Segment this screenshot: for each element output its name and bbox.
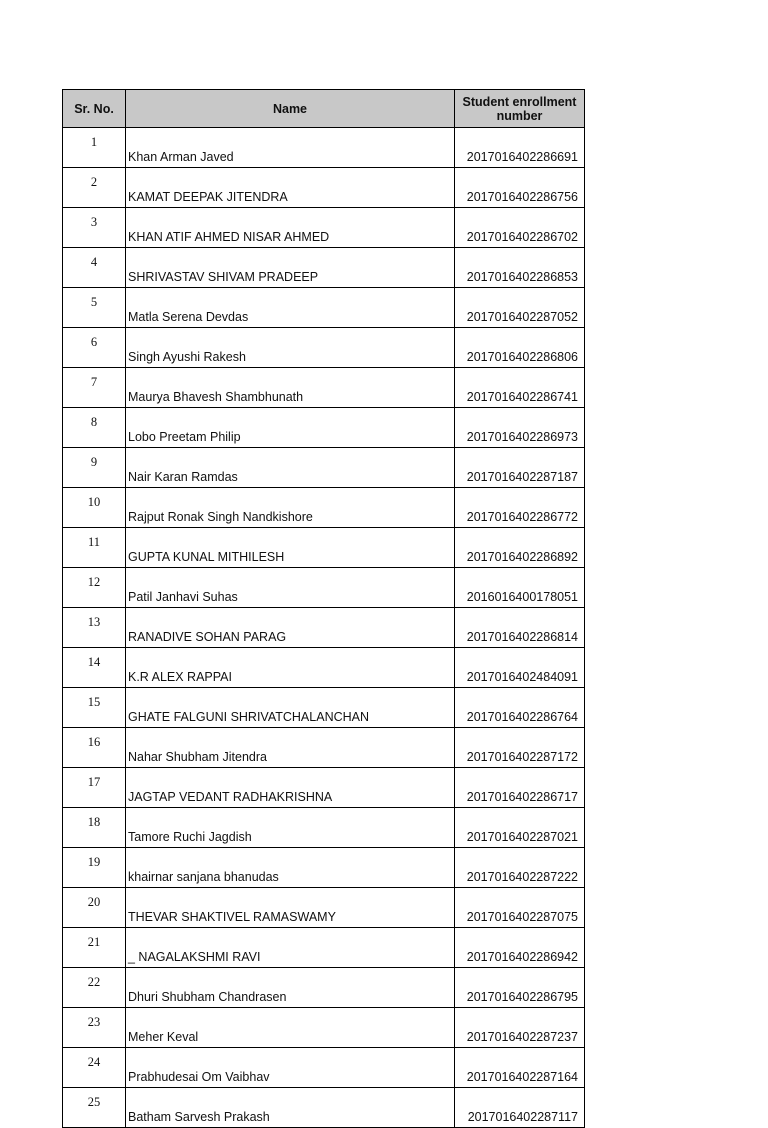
table-row (63, 448, 585, 488)
sr-no-cell: 12 (63, 568, 126, 608)
table-row (63, 208, 585, 248)
sr-no-cell: 15 (63, 688, 126, 728)
name-cell: Rajput Ronak Singh Nandkishore (126, 488, 455, 528)
sr-no-cell: 21 (63, 928, 126, 968)
table-row (63, 568, 585, 608)
table-body (63, 128, 585, 1128)
name-cell: Meher Keval (126, 1008, 455, 1048)
sr-no-cell: 6 (63, 328, 126, 368)
sr-no-cell: 3 (63, 208, 126, 248)
name-cell: Matla Serena Devdas (126, 288, 455, 328)
table-row (63, 1048, 585, 1088)
table-row (63, 968, 585, 1008)
enrollment-number-cell: 2017016402484091 (455, 648, 585, 688)
enrollment-number-cell: 2017016402287172 (455, 728, 585, 768)
name-cell: GUPTA KUNAL MITHILESH (126, 528, 455, 568)
enrollment-number-cell: 2017016402287237 (455, 1008, 585, 1048)
table-row (63, 1008, 585, 1048)
enrollment-number-cell: 2017016402287164 (455, 1048, 585, 1088)
name-cell: Dhuri Shubham Chandrasen (126, 968, 455, 1008)
sr-no-cell: 2 (63, 168, 126, 208)
enrollment-number-cell: 2017016402286892 (455, 528, 585, 568)
sr-no-cell: 18 (63, 808, 126, 848)
name-cell: KAMAT DEEPAK JITENDRA (126, 168, 455, 208)
header-enrollment-number (455, 90, 585, 128)
name-cell: K.R ALEX RAPPAI (126, 648, 455, 688)
enrollment-number-cell: 2017016402287222 (455, 848, 585, 888)
enrollment-number-cell: 2017016402287052 (455, 288, 585, 328)
sr-no-cell: 22 (63, 968, 126, 1008)
sr-no-cell: 11 (63, 528, 126, 568)
header-name: Name (126, 90, 455, 128)
sr-no-cell: 25 (63, 1088, 126, 1128)
sr-no-cell: 10 (63, 488, 126, 528)
name-cell: THEVAR SHAKTIVEL RAMASWAMY (126, 888, 455, 928)
table-row (63, 888, 585, 928)
sr-no-cell: 17 (63, 768, 126, 808)
name-cell: SHRIVASTAV SHIVAM PRADEEP (126, 248, 455, 288)
table-row (63, 528, 585, 568)
table-row (63, 128, 585, 168)
table-row (63, 648, 585, 688)
name-cell: Patil Janhavi Suhas (126, 568, 455, 608)
sr-no-cell: 19 (63, 848, 126, 888)
enrollment-number-cell: 2017016402286795 (455, 968, 585, 1008)
name-cell: Batham Sarvesh Prakash (126, 1088, 455, 1128)
name-cell: Tamore Ruchi Jagdish (126, 808, 455, 848)
table-row (63, 928, 585, 968)
enrollment-number-cell: 2017016402286741 (455, 368, 585, 408)
enrollment-number-cell: 2017016402286772 (455, 488, 585, 528)
header-enrollment-line2: number (496, 108, 543, 123)
enrollment-number-cell: 2017016402287187 (455, 448, 585, 488)
name-cell: Singh Ayushi Rakesh (126, 328, 455, 368)
name-cell: Nahar Shubham Jitendra (126, 728, 455, 768)
sr-no-cell: 7 (63, 368, 126, 408)
table-row (63, 848, 585, 888)
sr-no-cell: 24 (63, 1048, 126, 1088)
table-row (63, 688, 585, 728)
sr-no-cell: 23 (63, 1008, 126, 1048)
sr-no-cell: 1 (63, 128, 126, 168)
sr-no-cell: 16 (63, 728, 126, 768)
table-row (63, 168, 585, 208)
enrollment-number-cell: 2017016402287117 (455, 1088, 585, 1128)
name-cell: KHAN ATIF AHMED NISAR AHMED (126, 208, 455, 248)
enrollment-number-cell: 2017016402286756 (455, 168, 585, 208)
table-row (63, 768, 585, 808)
sr-no-cell: 5 (63, 288, 126, 328)
table-row (63, 288, 585, 328)
table-row (63, 488, 585, 528)
table-row (63, 368, 585, 408)
enrollment-number-cell: 2017016402287021 (455, 808, 585, 848)
enrollment-number-cell: 2017016402286973 (455, 408, 585, 448)
table-row (63, 1088, 585, 1128)
sr-no-cell: 13 (63, 608, 126, 648)
sr-no-cell: 4 (63, 248, 126, 288)
enrollment-number-cell: 2017016402286691 (455, 128, 585, 168)
name-cell: Maurya Bhavesh Shambhunath (126, 368, 455, 408)
name-cell: _ NAGALAKSHMI RAVI (126, 928, 455, 968)
sr-no-cell: 8 (63, 408, 126, 448)
enrollment-number-cell: 2017016402286702 (455, 208, 585, 248)
name-cell: Lobo Preetam Philip (126, 408, 455, 448)
sr-no-cell: 14 (63, 648, 126, 688)
student-table (62, 89, 585, 1128)
enrollment-number-cell: 2017016402287075 (455, 888, 585, 928)
header-enrollment-line1: Student enrollment (462, 94, 577, 109)
table-row (63, 608, 585, 648)
enrollment-number-cell: 2017016402286764 (455, 688, 585, 728)
header-sr-no: Sr. No. (63, 90, 126, 128)
table-row (63, 328, 585, 368)
enrollment-number-cell: 2017016402286806 (455, 328, 585, 368)
name-cell: JAGTAP VEDANT RADHAKRISHNA (126, 768, 455, 808)
table-row (63, 408, 585, 448)
enrollment-number-cell: 2017016402286717 (455, 768, 585, 808)
name-cell: Prabhudesai Om Vaibhav (126, 1048, 455, 1088)
name-cell: khairnar sanjana bhanudas (126, 848, 455, 888)
table-row (63, 248, 585, 288)
name-cell: Khan Arman Javed (126, 128, 455, 168)
enrollment-number-cell: 2016016400178051 (455, 568, 585, 608)
enrollment-number-cell: 2017016402286853 (455, 248, 585, 288)
sr-no-cell: 9 (63, 448, 126, 488)
table-row (63, 808, 585, 848)
enrollment-number-cell: 2017016402286814 (455, 608, 585, 648)
name-cell: RANADIVE SOHAN PARAG (126, 608, 455, 648)
table-header-row (63, 90, 585, 128)
table-row (63, 728, 585, 768)
name-cell: Nair Karan Ramdas (126, 448, 455, 488)
sr-no-cell: 20 (63, 888, 126, 928)
name-cell: GHATE FALGUNI SHRIVATCHALANCHAN (126, 688, 455, 728)
enrollment-number-cell: 2017016402286942 (455, 928, 585, 968)
